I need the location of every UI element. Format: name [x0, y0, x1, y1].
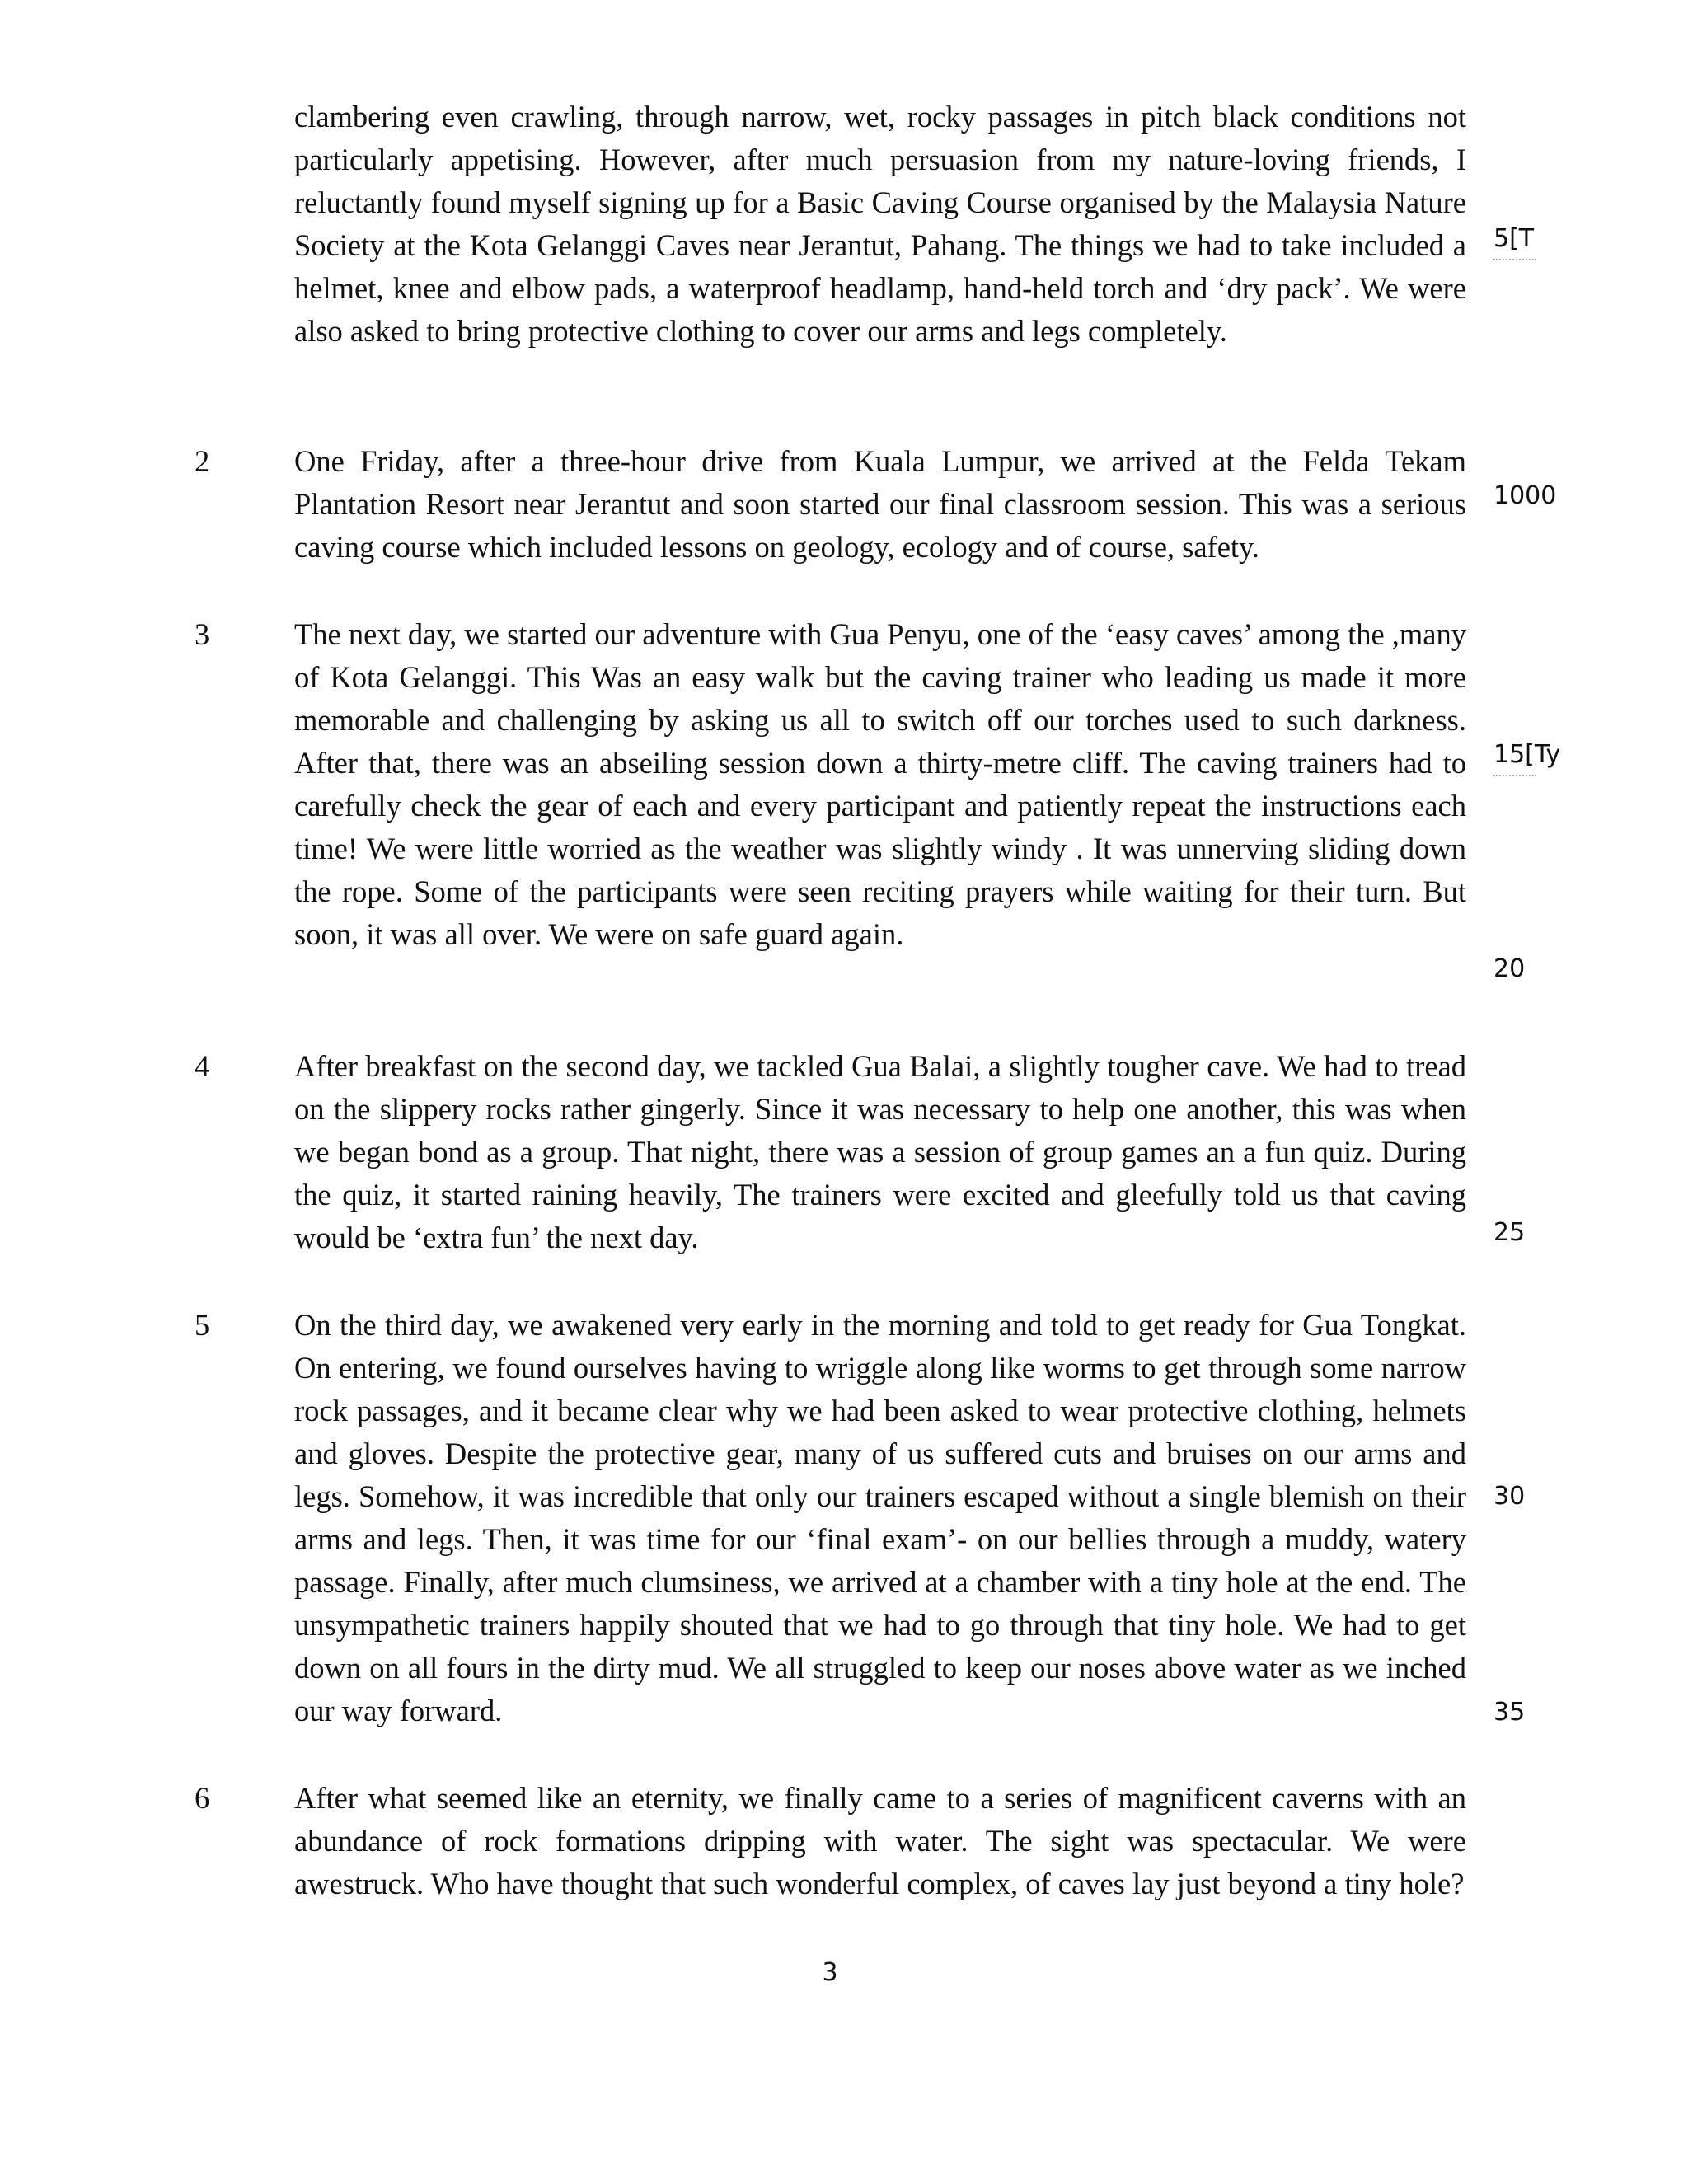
paragraph-3: The next day, we started our adventure with Gua Penyu, one of the ‘easy caves’ among the ,many of Kota Gelanggi. This Was an easy walk but the caving trainer who leading us made it more memorable and challenging by asking us all to switch off our torches used to such darkness. After that, there was an abseiling session down a thirty-metre cliff. The caving trainers had to carefully check the gear of each and every participant and patiently repeat the instructions each time! We were little worried as the weather was slightly windy . It was unnerving sliding down the rope. Some of the participants were seen reciting prayers while waiting for their turn. But soon, it was all over. We were on safe guard again. — [294, 617, 1467, 951]
margin-line-marker: 1000 — [1493, 481, 1557, 510]
page-number: 3 — [822, 1958, 838, 1987]
margin-line-marker: 5[T — [1493, 224, 1536, 260]
margin-line-marker: 15[Ty — [1493, 740, 1560, 776]
paragraph-number-5: 5 — [195, 1308, 210, 1342]
margin-line-marker: 20 — [1493, 954, 1526, 983]
margin-line-marker: 35 — [1493, 1698, 1526, 1727]
margin-line-marker: 30 — [1493, 1482, 1526, 1511]
paragraph-number-2: 2 — [195, 444, 210, 478]
paragraph-1: clambering even crawling, through narrow, wet, rocky passages in pitch black conditions not particularly appetising. However, after much persuasion from my nature-loving friends, I reluctantly found myself signing up for a Basic Caving Course organised by the Malaysia Nature Society at the Kota Gelanggi Caves near Jerantut, Pahang. The things we had to take included a helmet, knee and elbow pads, a waterproof headlamp, hand-held torch and ‘dry pack’. We were also asked to bring protective clothing to cover our arms and legs completely. — [294, 100, 1466, 348]
paragraph-number-4: 4 — [195, 1049, 210, 1083]
paragraph-2: One Friday, after a three-hour drive from Kuala Lumpur, we arrived at the Felda Tekam Plantation Resort near Jerantut and soon started our final classroom session. This was a serious caving course which included lessons on geology, ecology and of course, safety. — [294, 444, 1466, 564]
paragraph-6: After what seemed like an eternity, we finally came to a series of magnificent caverns with an abundance of rock formations dripping with water. The sight was spectacular. We were awestruck. Who have thought that such wonderful complex, of caves lay just beyond a tiny hole? — [294, 1781, 1466, 1900]
paragraph-5: On the third day, we awakened very early in the morning and told to get ready for Gua Tongkat. On entering, we found ourselves having to wriggle along like worms to get through some narrow rock passages, and it became clear why we had been asked to wear protective clothing, helmets and gloves. Despite the protective gear, many of us suffered cuts and bruises on our arms and legs. Somehow, it was incredible that only our trainers escaped without a single blemish on their arms and legs. Then, it was time for our ‘final exam’- on our bellies through a muddy, watery passage. Finally, after much clumsiness, we arrived at a chamber with a tiny hole at the end. The unsympathetic trainers happily shouted that we had to go through that tiny hole. We had to get down on all fours in the dirty mud. We all struggled to keep our noses above water as we inched our way forward. — [294, 1308, 1466, 1727]
margin-line-marker: 25 — [1493, 1218, 1526, 1247]
paragraph-number-6: 6 — [195, 1781, 210, 1815]
paragraph-number-3: 3 — [195, 617, 210, 651]
paragraph-4: After breakfast on the second day, we tackled Gua Balai, a slightly tougher cave. We had to tread on the slippery rocks rather gingerly. Since it was necessary to help one another, this was when we began bond as a group. That night, there was a session of group games an a fun quiz. During the quiz, it started raining heavily, The trainers were excited and gleefully told us that caving would be ‘extra fun’ the next day. — [294, 1049, 1466, 1254]
